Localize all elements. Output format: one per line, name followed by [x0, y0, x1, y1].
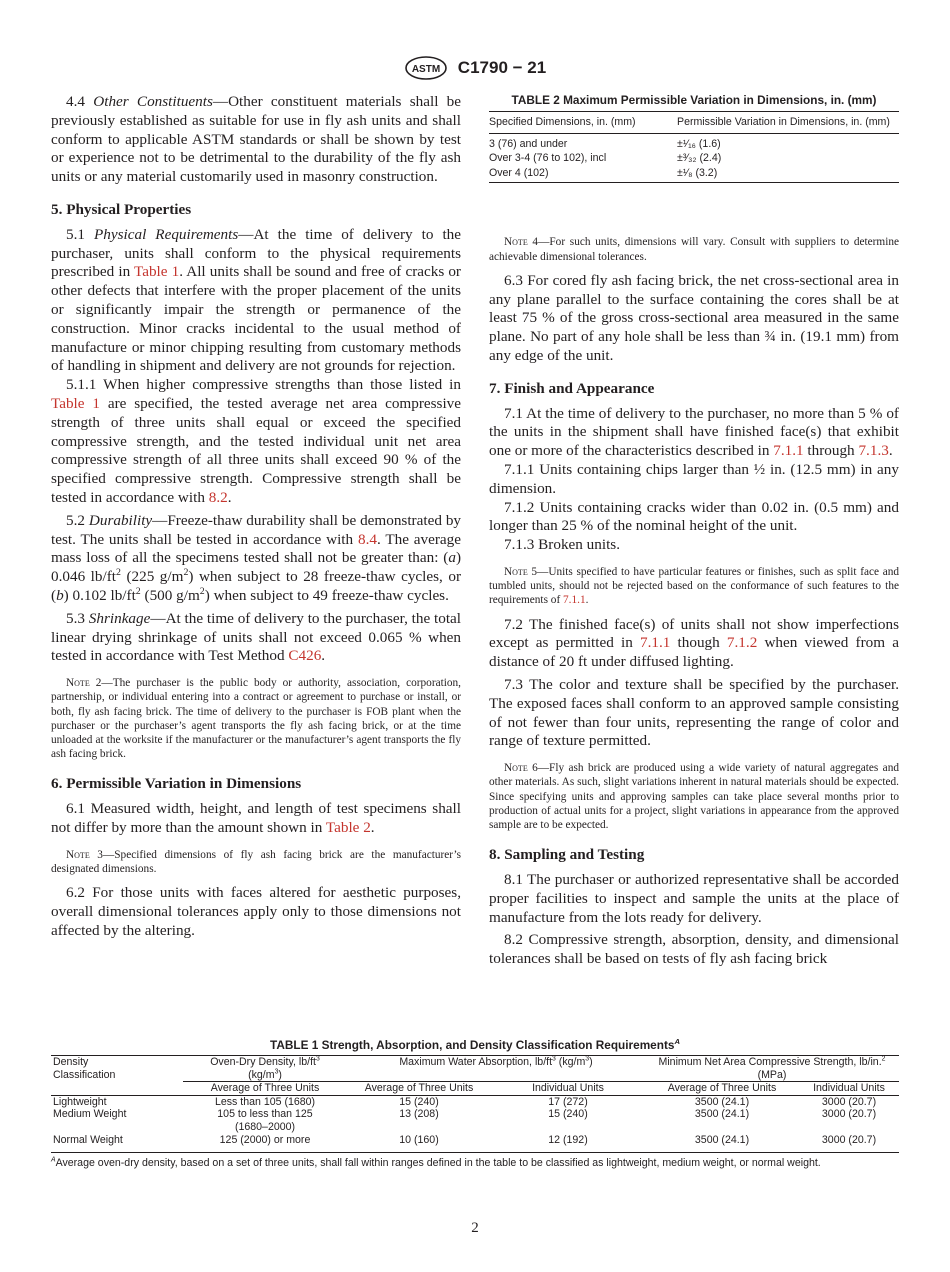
link-7-1-1[interactable]: 7.1.1: [773, 442, 804, 460]
section-8-2: 8.2 Compressive strength, absorption, density, and dimensional tolerances shall be based on tests of fly ash facing brick: [489, 931, 899, 968]
table-1-sub-ind: Individual Units: [799, 1082, 899, 1096]
section-7-3: 7.3 The color and texture shall be specified by the purchaser. The exposed faces shall conform to an approved sample consisting of not fewer than four units, representing the range of color and range of texture permitted.: [489, 675, 899, 750]
heading-permissible-variation: 6. Permissible Variation in Dimensions: [51, 775, 302, 793]
link-table-1[interactable]: Table 1: [51, 394, 100, 412]
section-7-1-1: 7.1.1 Units containing chips larger than ½ in. (12.5 mm) in any dimension.: [489, 460, 899, 497]
table-row: Medium Weight 105 to less than 125 (1680–2000) 13 (208) 15 (240) 3500 (24.1) 3000 (20.7): [53, 1108, 877, 1133]
table-1-sub-avg: Average of Three Units: [347, 1082, 491, 1096]
section-6-3: 6.3 For cored fly ash facing brick, the net cross-sectional area in any plane parallel to the surface containing the cores shall be at least 75 % of the gross cross-sectional area measured in the same plane. No part of any hole shall be less than ¾ in. (19.1 mm) from any edge of the unit.: [489, 271, 899, 364]
page-number: 2: [471, 1220, 479, 1236]
note-6: Note 6—Fly ash brick are produced using a wide variety of natural aggregates and other materials. As such, slight variations inherent in natural materials should be expected. Since specifying units and approving samples can take place several months prior to production of actual units for a project, slight variations in appearance from the approved sample are to be expected.: [489, 762, 899, 831]
svg-text:ASTM: ASTM: [411, 64, 440, 75]
note-3: Note 3—Specified dimensions of fly ash facing brick are the manufacturer’s designated dimensions.: [51, 848, 461, 875]
section-6-1: 6.1 Measured width, height, and length of test specimens shall not differ by more than the amount shown in Table 2.: [51, 800, 461, 836]
table-row: 3 (76) and under ±¹⁄₁₆ (1.6): [489, 137, 721, 150]
table-row: Normal Weight 125 (2000) or more 10 (160) 12 (192) 3500 (24.1) 3000 (20.7): [53, 1133, 877, 1146]
table-1-header-oven-dry: Oven-Dry Density, $lb/ft^3$ $(kg/m^3)$: [183, 1056, 347, 1082]
table-2-title: TABLE 2 Maximum Permissible Variation in Dimensions, in. (mm): [511, 93, 877, 107]
section-7-1: 7.1 At the time of delivery to the purchaser, no more than 5 % of the units in the shipment shall have finished face(s) that exhibit one or more of the characteristics described in 7.1.1 through 7.1.3.: [489, 404, 899, 460]
section-7-1-3: 7.1.3 Broken units.: [504, 536, 621, 554]
table-1: [51, 1055, 899, 1153]
table-row: Over 4 (102) ±¹⁄₈ (3.2): [489, 166, 718, 179]
link-table-1[interactable]: Table 1: [133, 263, 180, 281]
section-5-1-1: 5.1.1 When higher compressive strengths than those listed in Table 1 are specified, the tested average net area compressive strength of three units shall equal or exceed the specified compressive strength, and the tested individual unit net area compressive strength of all three units shall exceed 90 % of the specified compressive strength. Compressive strength shall be tested in accordance with 8.2.: [51, 376, 462, 506]
link-7-1-2[interactable]: 7.1.2: [726, 634, 758, 652]
table-1-sub-avg: Average of Three Units: [183, 1082, 347, 1096]
table-2-header-dimensions: Specified Dimensions, in. (mm): [489, 112, 677, 134]
table-row: Lightweight Less than 105 (1680) 15 (240) 17 (272) 3500 (24.1) 3000 (20.7): [53, 1095, 877, 1108]
right-column: [489, 93, 899, 969]
table-1-header-water-absorption: Maximum Water Absorption, $lb/ft^3$ $(kg/m^3)$: [347, 1056, 645, 1082]
link-table-2[interactable]: Table 2: [325, 818, 371, 836]
link-8-4[interactable]: 8.4: [357, 530, 377, 548]
note-2: Note 2—The purchaser is the public body or authority, association, corporation, partnership, or individual entering into a contract or agreement to purchase or install, or both, fly ash facing brick. The time of delivery to the purchaser is FOB plant when the purchaser or the purchaser’s agent transports the fly ash facing brick, or at the time unloaded at the worksite if the manufacturer or the manufacturer’s agent transports the fly ash facing brick.: [51, 677, 462, 761]
table-row: Over 3-4 (76 to 102), incl ±³⁄₃₂ (2.4): [489, 152, 722, 165]
note-4: Note 4—For such units, dimensions will vary. Consult with suppliers to determine achievable dimensional tolerances.: [489, 236, 900, 263]
section-6-2: 6.2 For those units with faces altered for aesthetic purposes, overall dimensional tolerances apply only to those dimensions not affected by the altering.: [51, 884, 461, 939]
page-header: [0, 56, 950, 80]
standard-designation: C1790 − 21: [457, 58, 547, 77]
link-c426[interactable]: C426: [288, 647, 322, 665]
note-5: Note 5—Units specified to have particular features or finishes, such as split face and tumbled units, should not be rejected based on the conformance of such features to the requirements of 7.1.1.: [489, 565, 899, 607]
section-5-2: 5.2 Durability—Freeze-thaw durability shall be demonstrated by test. The units shall be tested in accordance with 8.4. The average mass loss of all the specimens tested shall not be greater than: (a) 0.046 $lb/ft^2$ (225 $g/m^2$) when subject to 28 freeze-thaw cycles, or (b) 0.102 $lb/ft^2$ (500 $g/m^2$) when subject to 49 freeze-thaw cycles.: [51, 511, 462, 604]
link-7-1-3[interactable]: 7.1.3: [858, 442, 889, 460]
section-7-1-2: 7.1.2 Units containing cracks wider than 0.02 in. (0.5 mm) and longer than 25 % of the nominal height of the unit.: [489, 498, 899, 535]
table-1-title: TABLE 1 Strength, Absorption, and Density Classification Requirements$^A$: [270, 1037, 680, 1052]
table-1-header-compressive: Minimum Net Area Compressive Strength, lb/in.$^2$ (MPa): [645, 1056, 899, 1082]
link-7-1-1[interactable]: 7.1.1: [639, 634, 671, 652]
link-7-1-1[interactable]: 7.1.1: [563, 594, 586, 607]
table-1-header-density: Density Classification: [53, 1056, 116, 1081]
section-7-2: 7.2 The finished face(s) of units shall not show imperfections except as permitted in 7.1.1 though 7.1.2 when viewed from a distance of 20 ft under diffused lighting.: [489, 615, 899, 671]
table-1-sub-avg: Average of Three Units: [645, 1082, 799, 1096]
link-8-2[interactable]: 8.2: [208, 488, 228, 506]
table-1-sub-ind: Individual Units: [491, 1082, 645, 1096]
left-column: [51, 93, 461, 941]
heading-physical-properties: 5. Physical Properties: [51, 200, 192, 218]
table-1-footnote: $^A$Average oven-dry density, based on a set of three units, shall fall within ranges defined in the table to be classified as lightweight, medium weight, or normal weight.: [51, 1156, 821, 1170]
table-1-block: [51, 1038, 899, 1170]
table-2: [489, 111, 899, 183]
section-5-1: 5.1 Physical Requirements—At the time of delivery to the purchaser, units shall conform to the physical requirements prescribed in Table 1. All units shall be sound and free of cracks or other defects that interfere with the proper placement of the units or significantly impair the strength or permanence of the construction. Minor cracks incidental to the usual method of manufacture or minor chipping resulting from customary methods of handling in shipment and delivery are not grounds for rejection.: [51, 225, 461, 375]
section-8-1: 8.1 The purchaser or authorized representative shall be accorded proper facilities to inspect and sample the units at the place of manufacture from the lots ready for delivery.: [489, 870, 899, 926]
heading-sampling-testing: 8. Sampling and Testing: [489, 846, 645, 864]
astm-logo-icon: [404, 56, 448, 80]
section-4-4: 4.4 Other Constituents—Other constituent materials shall be previously established as suitable for use in fly ash units and shall conform to applicable ASTM standards or shall be shown by test or experience not to be detrimental to the durability of the fly ash units or any material customarily used in masonry construction.: [51, 93, 461, 186]
section-5-3: 5.3 Shrinkage—At the time of delivery to the purchaser, the total linear drying shrinkage of units shall not exceed 0.065 % when tested in accordance with Test Method C426.: [51, 609, 462, 665]
heading-finish-appearance: 7. Finish and Appearance: [489, 379, 655, 397]
table-2-header-variation: Permissible Variation in Dimensions, in. (mm): [677, 112, 899, 134]
